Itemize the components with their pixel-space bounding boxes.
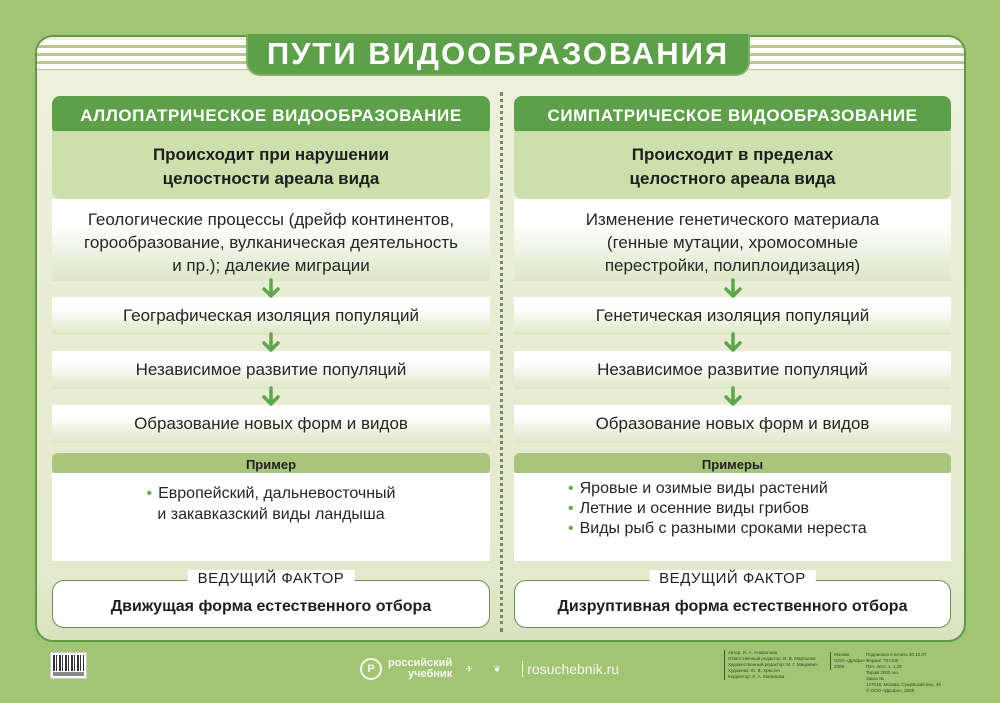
- credit-line: Москва: [834, 652, 850, 657]
- credits-block: [724, 650, 818, 680]
- credit-line: 127018, Москва, Сущевский вал, 49: [866, 682, 941, 687]
- arrow-row: [52, 281, 490, 297]
- arrow-row: [514, 389, 951, 405]
- credit-line: 2008: [834, 664, 845, 669]
- credit-line: Заказ №: [866, 676, 884, 681]
- credit-line: Тираж 3000 экз.: [866, 670, 900, 675]
- credit-line: ООО «Дрофа»: [834, 658, 866, 663]
- example-item: [568, 519, 951, 539]
- website-link[interactable]: rosuchebnik.ru: [522, 661, 619, 677]
- arrow-row: [52, 335, 490, 351]
- example-item: [52, 504, 490, 525]
- credit-line: Автор: И. А. Агафонова: [728, 650, 778, 655]
- cause-box: [52, 199, 490, 281]
- barcode: [50, 652, 87, 679]
- column-header: СИМПАТРИЧЕСКОЕ ВИДООБРАЗОВАНИЕ: [514, 96, 951, 135]
- process-step: Географическая изоляция популяций: [52, 297, 490, 335]
- process-step: Образование новых форм и видов: [514, 405, 951, 443]
- arrow-down-icon: [260, 332, 282, 354]
- arrow-row: [514, 335, 951, 351]
- cause-box: [514, 199, 951, 281]
- example-text: Летние и осенние виды грибов: [579, 500, 810, 517]
- condition-line: целостности ареала вида: [162, 169, 380, 188]
- bullet-icon: •: [146, 485, 153, 502]
- process-step: Генетическая изоляция популяций: [514, 297, 951, 335]
- factor-label: ВЕДУЩИЙ ФАКТОР: [649, 570, 816, 587]
- credit-line: Печ. лист. 1. 1,28: [866, 664, 902, 669]
- column-header: АЛЛОПАТРИЧЕСКОЕ ВИДООБРАЗОВАНИЕ: [52, 96, 490, 135]
- publisher-logo-icon: Р: [360, 658, 382, 680]
- example-item: [568, 479, 951, 499]
- arrow-row: [514, 281, 951, 297]
- example-heading: Примеры: [514, 453, 951, 475]
- column-divider: [500, 92, 503, 632]
- publisher-name-top: российский: [388, 657, 453, 669]
- sympatric-column: [514, 96, 951, 561]
- condition-box: [514, 131, 951, 199]
- allopatric-column: [52, 96, 490, 561]
- credits-right: [866, 652, 941, 694]
- publisher-name-bottom: учебник: [408, 668, 453, 680]
- credit-line: Подписано в печать 30.10.07: [866, 652, 927, 657]
- cause-line: перестройки, полиплоидизация): [604, 255, 861, 275]
- ventana-logo-icon: ❦: [493, 663, 501, 674]
- decor-stripes-right: [749, 40, 964, 70]
- decor-stripes-left: [37, 40, 252, 70]
- example-item: [568, 499, 951, 519]
- cause-line: Геологические процессы (дрейф континентов,: [87, 209, 455, 229]
- example-text: Виды рыб с разными сроками нереста: [579, 520, 867, 537]
- process-step: Образование новых форм и видов: [52, 405, 490, 443]
- arrow-down-icon: [260, 386, 282, 408]
- factor-value: Дизруптивная форма естественного отбора: [557, 598, 908, 615]
- credit-line: Ответственный редактор: И. В. Мартынов: [728, 656, 816, 661]
- credit-line: © ООО «Дрофа», 2008: [866, 688, 915, 693]
- bullet-icon: •: [568, 480, 574, 497]
- arrow-row: [52, 389, 490, 405]
- factor-value: Движущая форма естественного отбора: [110, 598, 432, 615]
- condition-line: Происходит в пределах: [631, 145, 834, 164]
- publisher-logos: [360, 655, 619, 683]
- bullet-icon: •: [568, 520, 574, 537]
- credit-line: Художественный редактор: М. Г. Мицкевич: [728, 662, 818, 667]
- example-text: Европейский, дальневосточный: [158, 485, 396, 502]
- credits-mid: [830, 652, 865, 670]
- barcode-bars: [53, 655, 84, 671]
- cause-line: (генные мутации, хромосомные: [606, 232, 859, 252]
- barcode-number: [53, 672, 84, 676]
- example-list: [52, 473, 490, 561]
- cause-line: Изменение генетического материала: [585, 209, 880, 229]
- example-heading: Пример: [52, 453, 490, 475]
- bullet-icon: •: [568, 500, 574, 517]
- example-item: [52, 483, 490, 504]
- credit-line: Формат 70×100: [866, 658, 899, 663]
- leading-factor-box: [514, 570, 951, 628]
- publisher-name: [388, 658, 452, 680]
- poster-title: [246, 34, 750, 76]
- credit-line: Художник: Ю. В. Христич: [728, 668, 781, 673]
- title-text: ПУТИ ВИДООБРАЗОВАНИЯ: [266, 36, 730, 71]
- arrow-down-icon: [260, 278, 282, 300]
- example-list: [514, 473, 951, 561]
- arrow-down-icon: [722, 386, 744, 408]
- factor-label: ВЕДУЩИЙ ФАКТОР: [188, 570, 355, 587]
- example-text: и закавказский виды ландыша: [157, 506, 385, 523]
- cause-line: горообразование, вулканическая деятельность: [84, 232, 458, 252]
- condition-box: [52, 131, 490, 199]
- drofa-logo-icon: ✈: [465, 663, 473, 674]
- process-step: Независимое развитие популяций: [514, 351, 951, 389]
- process-step: Независимое развитие популяций: [52, 351, 490, 389]
- condition-line: Происходит при нарушении: [152, 145, 390, 164]
- leading-factor-box: [52, 570, 490, 628]
- arrow-down-icon: [722, 332, 744, 354]
- cause-line: и пр.); далекие миграции: [172, 255, 370, 275]
- example-text: Яровые и озимые виды растений: [579, 480, 828, 497]
- arrow-down-icon: [722, 278, 744, 300]
- credit-line: Корректор: Л. А. Малинова: [728, 674, 785, 679]
- condition-line: целостного ареала вида: [629, 169, 836, 188]
